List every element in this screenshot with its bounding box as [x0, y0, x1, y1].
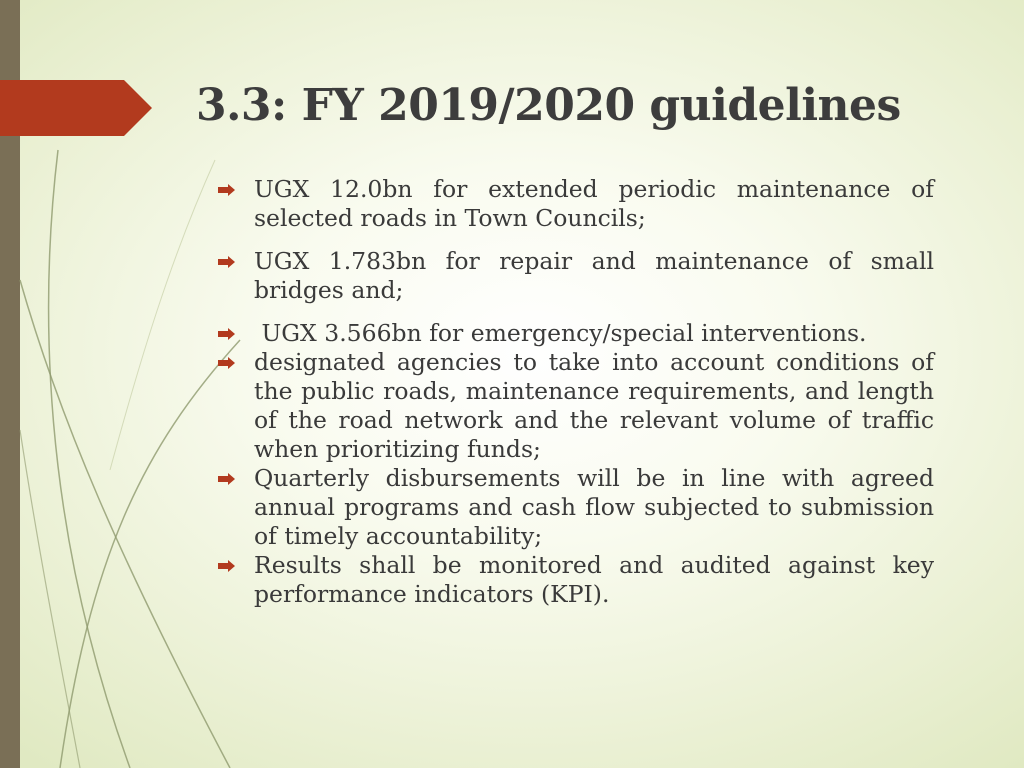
bullet-text: designated agencies to take into account conditions of the public roads, maintenance requirements, and length of the road network and the relevant volume of traffic when prioritizing funds; — [254, 348, 934, 463]
arrow-right-icon — [218, 184, 235, 196]
bullet-text: UGX 12.0bn for extended periodic maintenance of selected roads in Town Councils; — [254, 175, 934, 232]
title-arrow-shape — [0, 80, 152, 136]
bullet-text: UGX 1.783bn for repair and maintenance of small bridges and; — [254, 247, 934, 304]
list-item — [218, 319, 934, 348]
list-item — [218, 348, 934, 464]
bullet-text: Quarterly disbursements will be in line with agreed annual programs and cash flow subjected to submission of timely accountability; — [254, 464, 934, 550]
arrow-right-icon — [218, 357, 235, 369]
bullet-text: UGX 3.566bn for emergency/special interventions. — [254, 319, 867, 347]
arrow-right-icon — [218, 560, 235, 572]
bullet-list — [218, 175, 934, 609]
arrow-right-icon — [218, 328, 235, 340]
list-item — [218, 551, 934, 609]
list-item — [218, 175, 934, 233]
slide-title: 3.3: FY 2019/2020 guidelines — [196, 80, 901, 131]
list-item — [218, 464, 934, 551]
bullet-text: Results shall be monitored and audited against key performance indicators (KPI). — [254, 551, 934, 608]
arrow-right-icon — [218, 256, 235, 268]
list-item — [218, 247, 934, 305]
arrow-right-icon — [218, 473, 235, 485]
